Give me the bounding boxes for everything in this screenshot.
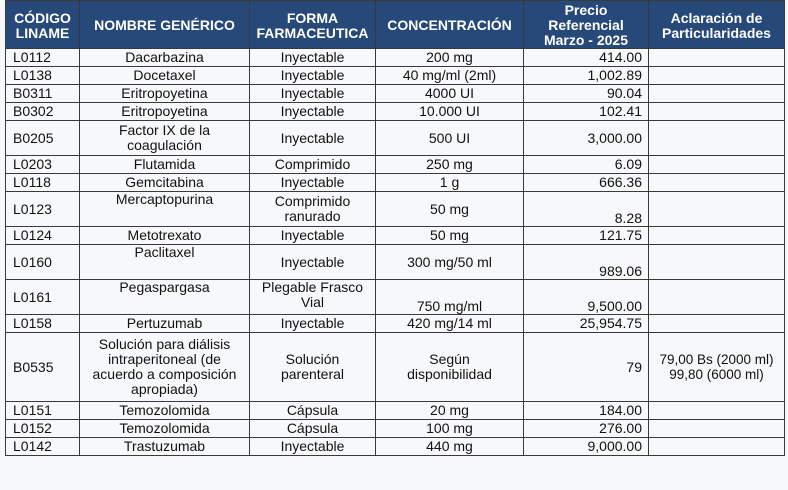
cell-line: acuerdo a composición xyxy=(92,366,237,382)
cell-generic-name xyxy=(80,156,250,174)
cell-note xyxy=(649,67,785,85)
header-row xyxy=(6,1,785,49)
cell-form xyxy=(250,49,376,67)
cell-generic-name xyxy=(80,438,250,456)
cell-note xyxy=(649,227,785,245)
cell-form xyxy=(250,420,376,438)
cell-concentration xyxy=(376,192,524,227)
cell-line: parenteral xyxy=(280,366,345,382)
cell-note xyxy=(649,280,785,315)
cell-line: Dacarbazina xyxy=(125,49,204,65)
cell-price: 79 xyxy=(524,333,649,402)
cell-line: Según xyxy=(429,351,470,367)
cell-code: L0158 xyxy=(6,315,80,333)
cell-line: Inyectable xyxy=(280,253,345,270)
cell-line: Gemcitabina xyxy=(125,174,204,190)
header-line: Aclaración de xyxy=(670,9,763,26)
cell-price: 102.41 xyxy=(524,103,649,121)
header-note xyxy=(649,1,785,49)
cell-line: Inyectable xyxy=(280,103,345,119)
table-row xyxy=(6,438,785,456)
cell-price: 90.04 xyxy=(524,85,649,103)
table-body xyxy=(6,49,785,456)
header-price xyxy=(524,1,649,49)
table-row xyxy=(6,333,785,402)
cell-line: Vial xyxy=(300,294,325,310)
cell-code: L0118 xyxy=(6,174,80,192)
header-name xyxy=(80,1,250,49)
cell-concentration xyxy=(376,85,524,103)
cell-generic-name xyxy=(80,280,250,315)
cell-line: Inyectable xyxy=(280,174,345,190)
cell-line: 200 mg xyxy=(426,49,473,65)
cell-line: 4000 UI xyxy=(424,85,475,101)
table-row xyxy=(6,280,785,315)
header-line: Marzo - 2025 xyxy=(543,32,629,48)
cell-price: 666.36 xyxy=(524,174,649,192)
cell-price: 184.00 xyxy=(524,402,649,420)
cell-generic-name xyxy=(80,420,250,438)
table-row xyxy=(6,121,785,156)
cell-generic-name xyxy=(80,174,250,192)
cell-line: 50 mg xyxy=(430,200,469,217)
cell-code: B0311 xyxy=(6,85,80,103)
cell-generic-name xyxy=(80,192,250,227)
cell-line: Paclitaxel xyxy=(134,244,195,260)
cell-price: 9,000.00 xyxy=(524,438,649,456)
price-table xyxy=(5,0,785,456)
cell-line: 1 g xyxy=(439,174,460,190)
cell-line: 50 mg xyxy=(430,227,469,243)
header-code xyxy=(6,1,80,49)
header-line: FORMA xyxy=(286,9,339,26)
cell-line: 500 UI xyxy=(428,129,471,146)
cell-line: coagulación xyxy=(127,137,202,153)
cell-line: Pertuzumab xyxy=(126,315,203,331)
cell-line: Plegable Frasco xyxy=(261,279,364,295)
cell-code: L0112 xyxy=(6,49,80,67)
cell-price: 276.00 xyxy=(524,420,649,438)
cell-line: apropiada) xyxy=(131,381,198,397)
cell-form xyxy=(250,315,376,333)
cell-code: L0142 xyxy=(6,438,80,456)
cell-code: L0160 xyxy=(6,245,80,280)
table-row xyxy=(6,192,785,227)
cell-concentration xyxy=(376,103,524,121)
cell-price: 6.09 xyxy=(524,156,649,174)
cell-note xyxy=(649,420,785,438)
cell-generic-name xyxy=(80,85,250,103)
cell-note xyxy=(649,333,785,402)
cell-code: L0123 xyxy=(6,192,80,227)
header-line: CÓDIGO xyxy=(14,9,71,26)
cell-code: L0138 xyxy=(6,67,80,85)
cell-note xyxy=(649,174,785,192)
cell-note xyxy=(649,438,785,456)
cell-line: 20 mg xyxy=(430,402,469,418)
cell-note xyxy=(649,121,785,156)
cell-line: Cápsula xyxy=(286,402,339,418)
cell-code: L0152 xyxy=(6,420,80,438)
table-row xyxy=(6,315,785,333)
cell-note xyxy=(649,402,785,420)
cell-generic-name xyxy=(80,315,250,333)
cell-line: Eritropoyetina xyxy=(121,103,208,119)
table-row xyxy=(6,227,785,245)
cell-note xyxy=(649,315,785,333)
cell-note xyxy=(649,156,785,174)
cell-generic-name xyxy=(80,245,250,280)
cell-line: 440 mg xyxy=(426,438,473,454)
cell-line: Solución para diálisis xyxy=(98,336,231,352)
cell-code: L0151 xyxy=(6,402,80,420)
cell-note xyxy=(649,49,785,67)
cell-concentration xyxy=(376,438,524,456)
header-concentration xyxy=(376,1,524,49)
table-row xyxy=(6,103,785,121)
cell-form xyxy=(250,103,376,121)
cell-line: Pegaspargasa xyxy=(119,279,210,295)
cell-line: Flutamida xyxy=(133,156,196,172)
cell-line: Temozolomida xyxy=(119,420,210,436)
cell-line: 750 mg/ml xyxy=(416,298,483,314)
cell-form xyxy=(250,67,376,85)
cell-concentration xyxy=(376,67,524,85)
cell-concentration xyxy=(376,420,524,438)
cell-form xyxy=(250,121,376,156)
cell-generic-name xyxy=(80,402,250,420)
cell-line: Inyectable xyxy=(280,438,345,454)
cell-line: 79,00 Bs (2000 ml) xyxy=(659,352,774,367)
cell-form xyxy=(250,192,376,227)
cell-line: 250 mg xyxy=(426,156,473,172)
cell-concentration xyxy=(376,227,524,245)
header-line: FARMACEUTICA xyxy=(256,24,369,41)
cell-line: 300 mg/50 ml xyxy=(407,253,492,270)
cell-price: 8.28 xyxy=(524,192,649,227)
cell-code: B0535 xyxy=(6,333,80,402)
cell-generic-name xyxy=(80,227,250,245)
cell-line: Cápsula xyxy=(286,420,339,436)
cell-concentration xyxy=(376,245,524,280)
cell-generic-name xyxy=(80,103,250,121)
cell-line: Docetaxel xyxy=(133,67,196,83)
cell-line: Comprimido xyxy=(274,193,351,209)
cell-concentration xyxy=(376,156,524,174)
cell-note xyxy=(649,192,785,227)
cell-price: 25,954.75 xyxy=(524,315,649,333)
table-row xyxy=(6,420,785,438)
cell-form xyxy=(250,174,376,192)
cell-line: disponibilidad xyxy=(407,366,492,382)
cell-concentration xyxy=(376,121,524,156)
cell-line: Mercaptopurina xyxy=(115,191,214,207)
cell-price: 414.00 xyxy=(524,49,649,67)
cell-line: 10.000 UI xyxy=(419,103,480,119)
cell-form xyxy=(250,227,376,245)
table-row xyxy=(6,245,785,280)
table-row xyxy=(6,67,785,85)
header-form xyxy=(250,1,376,49)
cell-form xyxy=(250,402,376,420)
cell-form xyxy=(250,156,376,174)
cell-price: 3,000.00 xyxy=(524,121,649,156)
cell-line: Eritropoyetina xyxy=(121,85,208,101)
header-line: CONCENTRACIÓN xyxy=(387,17,512,33)
cell-line: Inyectable xyxy=(280,67,345,83)
cell-price: 121.75 xyxy=(524,227,649,245)
cell-form xyxy=(250,280,376,315)
cell-form xyxy=(250,85,376,103)
cell-line: Metotrexato xyxy=(127,227,202,243)
cell-code: B0205 xyxy=(6,121,80,156)
header-line: Referencial xyxy=(548,17,624,33)
cell-note xyxy=(649,85,785,103)
cell-line: Temozolomida xyxy=(119,402,210,418)
cell-price: 9,500.00 xyxy=(524,280,649,315)
header-line: LINAME xyxy=(15,24,70,41)
cell-price: 1,002.89 xyxy=(524,67,649,85)
cell-generic-name xyxy=(80,67,250,85)
cell-line: intraperitoneal (de xyxy=(108,351,221,367)
table-row xyxy=(6,49,785,67)
cell-line: Factor IX de la xyxy=(118,122,211,138)
cell-line: Inyectable xyxy=(280,227,345,243)
cell-generic-name xyxy=(80,121,250,156)
cell-line: Inyectable xyxy=(280,49,345,65)
cell-concentration xyxy=(376,333,524,402)
cell-generic-name xyxy=(80,49,250,67)
cell-concentration xyxy=(376,174,524,192)
cell-concentration xyxy=(376,280,524,315)
header-line: NOMBRE GENÉRICO xyxy=(94,17,235,33)
cell-form xyxy=(250,333,376,402)
cell-line: Trastuzumab xyxy=(123,438,206,454)
cell-line: ranurado xyxy=(284,208,341,224)
cell-concentration xyxy=(376,402,524,420)
table-row xyxy=(6,402,785,420)
cell-concentration xyxy=(376,49,524,67)
cell-note xyxy=(649,103,785,121)
table-row xyxy=(6,156,785,174)
cell-line: Comprimido xyxy=(274,156,351,172)
cell-code: L0161 xyxy=(6,280,80,315)
cell-line: 100 mg xyxy=(426,420,473,436)
table-row xyxy=(6,174,785,192)
cell-line: Inyectable xyxy=(280,129,345,146)
cell-line: Inyectable xyxy=(280,315,345,331)
cell-code: B0302 xyxy=(6,103,80,121)
cell-price: 989.06 xyxy=(524,245,649,280)
header-line: Precio xyxy=(564,2,608,18)
cell-line: 40 mg/ml (2ml) xyxy=(402,67,497,83)
header-line: Particularidades xyxy=(662,24,771,41)
cell-note xyxy=(649,245,785,280)
cell-generic-name xyxy=(80,333,250,402)
cell-form xyxy=(250,245,376,280)
cell-code: L0124 xyxy=(6,227,80,245)
cell-concentration xyxy=(376,315,524,333)
cell-code: L0203 xyxy=(6,156,80,174)
cell-line: Solución xyxy=(285,351,340,367)
cell-line: 99,80 (6000 ml) xyxy=(669,367,764,382)
table-row xyxy=(6,85,785,103)
cell-line: Inyectable xyxy=(280,85,345,101)
cell-line: 420 mg/14 ml xyxy=(407,315,492,331)
cell-form xyxy=(250,438,376,456)
